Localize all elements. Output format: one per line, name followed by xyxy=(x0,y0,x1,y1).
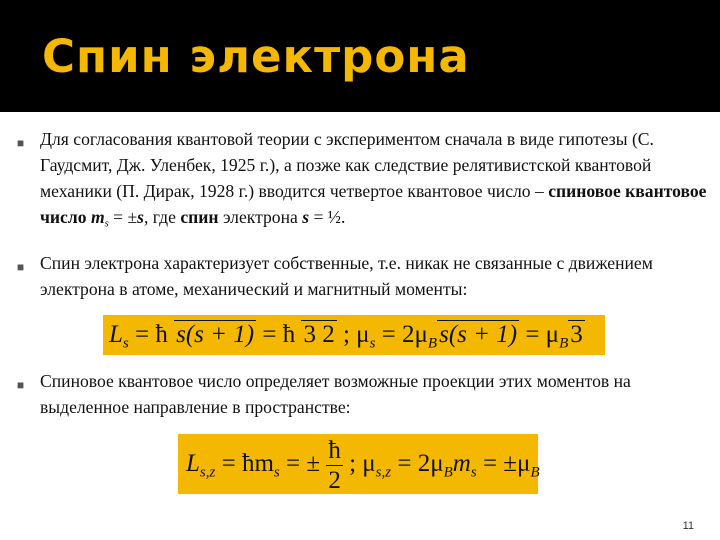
page-title: Спин электрона xyxy=(42,30,470,83)
title-bar xyxy=(0,0,720,112)
formula-ms: $m_s$ xyxy=(90,207,109,230)
formula-box-projections: $L_{s,z}$ = $ħm_s$ = ± $\frac{ħ}{2}$ ; $\mu_{s,z} = 2\mu_Bm_s = \pm\mu_B$ xyxy=(178,434,538,494)
bullet-paragraph-2: Спин электрона характеризует собственные, т.е. никак не связанные с движением электрона в атоме, механический и магнитный моменты: xyxy=(40,253,653,299)
bullet-marker: ■ xyxy=(16,260,25,274)
bullet-marker: ■ xyxy=(16,378,25,392)
formula-s: s xyxy=(137,207,144,227)
formula-s: s xyxy=(302,207,310,227)
bold-spin: спин xyxy=(180,207,219,227)
bullet-paragraph-1 xyxy=(40,126,712,238)
formula-value: = ½. xyxy=(309,207,346,227)
bullet-paragraph-3: Спиновое квантовое число определяет возможные проекции этих моментов на выделенное направление в пространстве: xyxy=(40,371,631,417)
formula-eq: = ± xyxy=(108,207,138,227)
bullet-marker: ■ xyxy=(16,136,25,150)
paragraph-text: Для согласования квантовой теории с экспериментом сначала в виде гипотезы (С. Гаудсмит, Дж. Уленбек, 1925 г.), а позже как следствие релятивистской квантовой механики (П. Дирак, 1928 г.) вводится четвертое квантовое число – xyxy=(40,129,654,201)
paragraph-text: , где xyxy=(144,207,176,227)
paragraph-text: электрона xyxy=(222,207,298,227)
page-number: 11 xyxy=(682,520,694,532)
formula-box-moments: $L_s$ = ħ s(s + 1) = ħ 3 2 ; $\mu_s = 2\mu_Bs(s + 1) = \mu_B3$ xyxy=(103,315,605,355)
bold-term: спиновое квантовое число xyxy=(40,181,707,227)
fraction: $\frac{ħ}{2}$ xyxy=(328,436,341,494)
